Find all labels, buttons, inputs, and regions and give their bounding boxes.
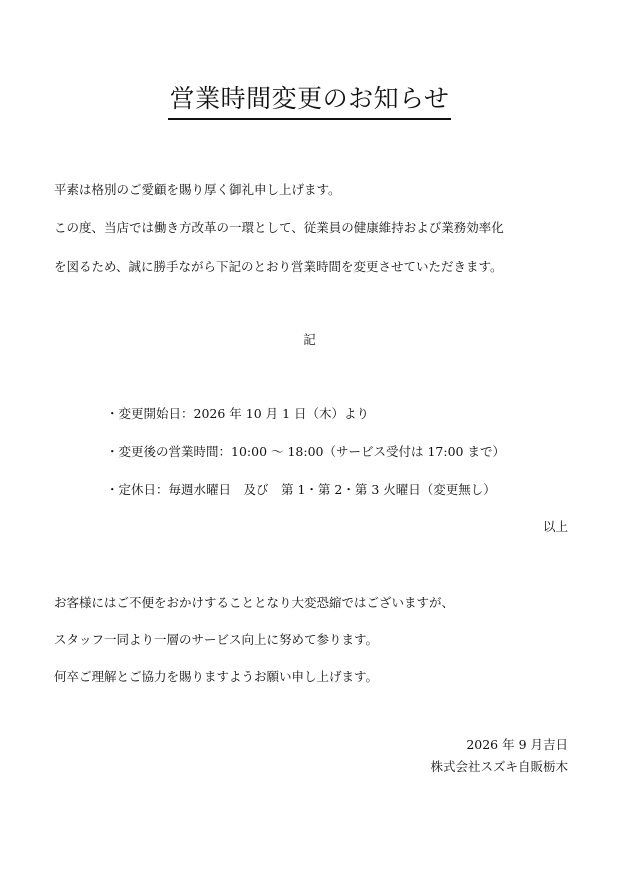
item-business-hours: ・変更後の営業時間：10:00 〜 18:00（サービス受付は 17:00 まで） bbox=[106, 444, 505, 459]
item-start-date: ・変更開始日：2026 年 10 月 1 日（木）より bbox=[106, 406, 370, 421]
closing-line-2: スタッフ一同より一層のサービス向上に努めて参ります。 bbox=[54, 632, 379, 647]
closing-line-1: お客様にはご不便をおかけすることとなり大変恐縮ではございますが、 bbox=[54, 595, 455, 610]
closing-line-3: 何卒ご理解とご協力を賜りますようお願い申し上げます。 bbox=[54, 669, 379, 684]
document-title bbox=[0, 83, 619, 120]
document-title-text: 営業時間変更のお知らせ bbox=[168, 83, 452, 120]
intro-line-1: 平素は格別のご愛顧を賜り厚く御礼申し上げます。 bbox=[54, 182, 341, 197]
ki-heading: 記 bbox=[303, 332, 316, 347]
ijo-closing-mark: 以上 bbox=[542, 519, 568, 534]
item-closed-days: ・定休日：毎週水曜日 及び 第 1・第 2・第 3 火曜日（変更無し） bbox=[106, 482, 496, 497]
intro-line-3: を図るため、誠に勝手ながら下記のとおり営業時間を変更させていただきます。 bbox=[54, 259, 503, 274]
issue-date: 2026 年 9 月吉日 bbox=[466, 737, 568, 752]
intro-line-2: この度、当店では働き方改革の一環として、従業員の健康維持および業務効率化 bbox=[54, 220, 504, 235]
company-name: 株式会社スズキ自販栃木 bbox=[430, 759, 568, 774]
